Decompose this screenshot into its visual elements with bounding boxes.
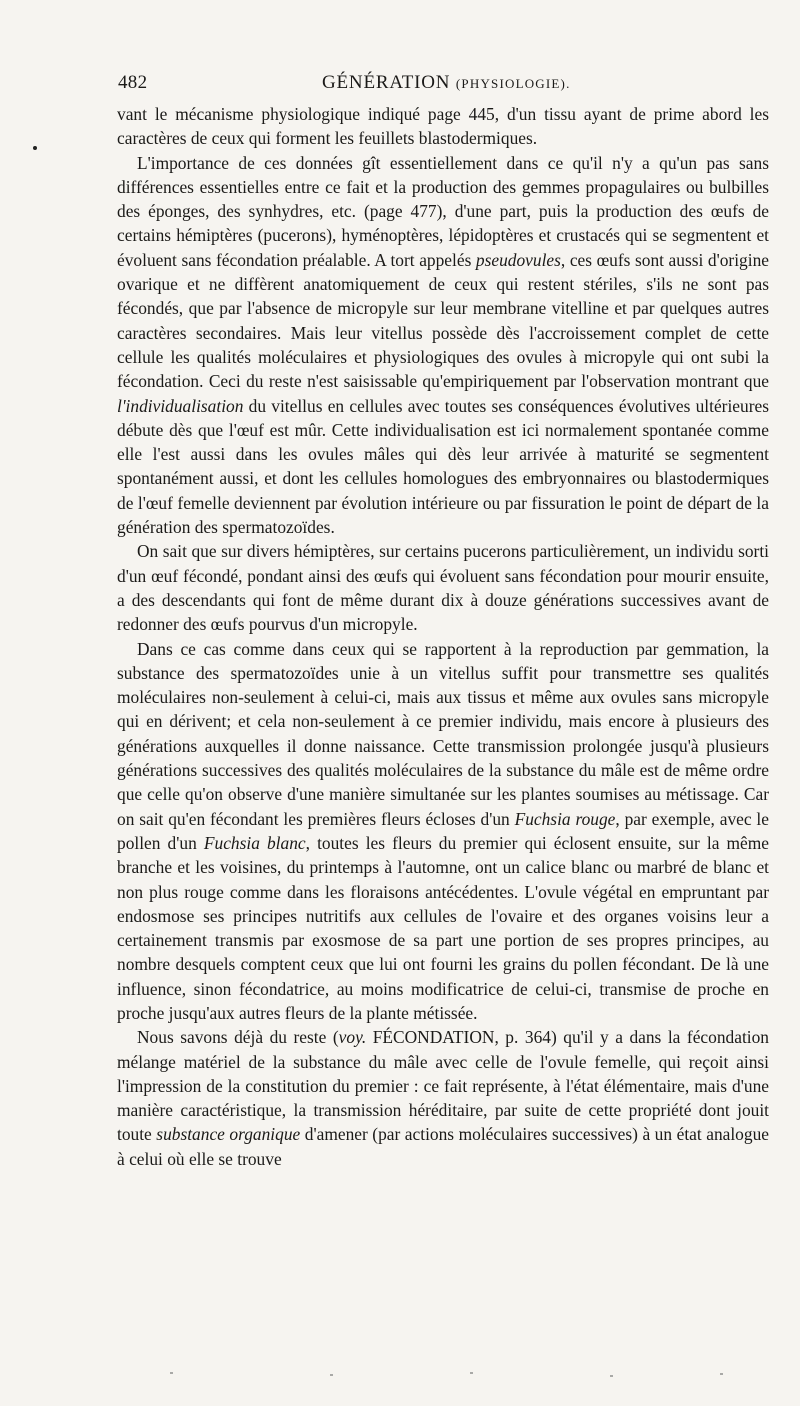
paragraph-2: L'importance de ces données gît essentiellement dans ce qu'il n'y a qu'un pas sans différences essentielles entre ce fait et la production des gemmes propagulaires ou bulbilles des éponges, des synhydres, etc. (page 477), d'une part, puis la production des œufs de certains hémiptères (pucerons), hyménoptères, lépidoptères et crustacés qui se segmentent et évoluent sans fécondation préalable. A tort appelés pseudovules, ces œufs sont aussi d'origine ovarique et ne diffèrent anatomiquement de ceux qui restent stériles, s'ils ne sont pas fécondés, que par l'absence de micropyle sur leur membrane vitelline et par quelques autres caractères secondaires. Mais leur vitellus possède dès l'accroissement complet de cette cellule les qualités moléculaires et physiologiques des ovules à micropyle qui ont subi la fécondation. Ceci du reste n'est saisissable qu'empiriquement par l'observation montrant que l'individualisation du vitellus en cellules avec toutes ses conséquences évolutives ultérieures débute dès que l'œuf est mûr. Cette individualisation est ici normalement spontanée comme elle l'est aussi dans les ovules mâles qui dès leur arrivée à maturité se segmentent spontanément aussi, et dont les cellules homologues des embryonnaires ou blastodermiques de l'œuf femelle deviennent par évolution intérieure ou par fissuration le point de départ de la génération des spermatozoïdes. xyxy=(117,152,769,538)
running-header xyxy=(118,72,768,98)
paragraph-3: On sait que sur divers hémiptères, sur certains pucerons particulièrement, un individu sorti d'un œuf fécondé, pondant ainsi des œufs qui évoluent sans fécondation pour mourir ensuite, a des descendants qui font de même durant dix à douze générations successives avant de redonner des œufs pourvus d'un micropyle. xyxy=(117,541,769,635)
running-title-sub: (PHYSIOLOGIE). xyxy=(455,76,571,91)
scan-speck xyxy=(170,1372,173,1374)
paragraph-4: Dans ce cas comme dans ceux qui se rapportent à la reproduction par gemmation, la substance des spermatozoïdes unie à un vitellus suffit pour transmettre ses qualités moléculaires non-seulement à celui-ci, mais aux tissus et même aux ovules sans micropyle qui en dérivent; et cela non-seulement à ce premier individu, mais encore à plusieurs des générations auxquelles il donne naissance. Cette transmission prolongée jusqu'à plusieurs générations successives des qualités moléculaires de la substance du mâle est de même ordre que celle qu'on observe d'une manière simultanée sur les plantes soumises au métissage. Car on sait qu'en fécondant les premières fleurs écloses d'un Fuchsia rouge, par exemple, avec le pollen d'un Fuchsia blanc, toutes les fleurs du premier qui éclosent ensuite, sur la même branche et les voisines, du printemps à l'automne, ont un calice blanc ou marbré de blanc et non plus rouge comme dans les floraisons antécédentes. L'ovule végétal en empruntant par endosmose ses principes nutritifs aux cellules de l'ovaire et des organes voisins leur a certainement transmis par exosmose de sa part une portion de ses propres principes, au nombre desquels comptent ceux que lui ont fourni les grains du pollen fécondant. De là une influence, sinon fécondatrice, au moins modificatrice de celui-ci, transmise de proche en proche jusqu'aux autres fleurs de la plante métissée. xyxy=(117,638,769,1023)
scan-speck xyxy=(720,1373,723,1375)
paragraph-1: vant le mécanisme physiologique indiqué page 445, d'un tissu ayant de prime abord les caractères de ceux qui forment les feuillets blastodermiques. xyxy=(117,104,769,149)
running-title-main: GÉNÉRATION xyxy=(322,72,451,93)
scan-speck xyxy=(330,1374,333,1376)
body-text xyxy=(117,102,769,1171)
scan-speck xyxy=(470,1372,473,1374)
scan-speck xyxy=(610,1375,613,1377)
running-title xyxy=(322,72,571,94)
page-number: 482 xyxy=(118,72,148,93)
paragraph-5: Nous savons déjà du reste (voy. FÉCONDATION, p. 364) qu'il y a dans la fécondation mélange matériel de la substance du mâle avec celle de l'ovule femelle, qui reçoit ainsi l'impression de la constitution du premier : ce fait représente, à l'état élémentaire, mais d'une manière caractéristique, la transmission héréditaire, par suite de cette propriété dont jouit toute substance organique d'amener (par actions moléculaires successives) à un état analogue à celui où elle se trouve xyxy=(117,1027,770,1169)
margin-mark xyxy=(33,146,37,150)
